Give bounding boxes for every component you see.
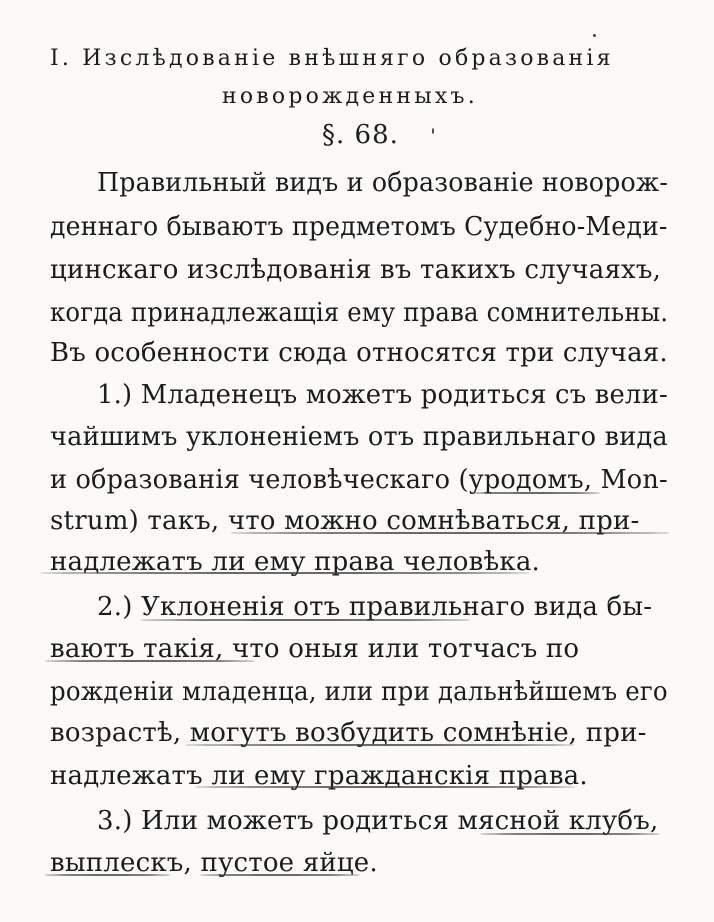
text-line-6: 1.) Младенецъ можетъ родиться съ вели- bbox=[97, 380, 668, 410]
underline-mark bbox=[230, 532, 670, 534]
underline-mark bbox=[200, 874, 360, 876]
underline-mark bbox=[195, 786, 575, 788]
text-line-17: выплескъ, пустое яйце. bbox=[50, 848, 378, 878]
text-line-3: цинскаго изслѣдованія въ такихъ случаяхъ, bbox=[50, 255, 662, 285]
text-line-7: чайшимъ уклоненіемъ отъ правильнаго вида bbox=[50, 422, 668, 452]
underline-mark bbox=[40, 572, 530, 574]
text-line-4: когда принадлежащія ему права сомнительны. bbox=[50, 298, 669, 328]
text-line-15: надлежатъ ли ему гражданскія права. bbox=[50, 761, 588, 791]
ink-speck bbox=[593, 34, 596, 37]
underline-mark bbox=[480, 833, 660, 835]
text-line-12: ваютъ такія, что оныя или тотчасъ по bbox=[50, 634, 580, 664]
ink-speck bbox=[432, 128, 434, 134]
text-line-11: 2.) Уклоненія отъ правильнаго вида бы- bbox=[97, 592, 653, 622]
text-line-8: и образованія человѣческаго (уродомъ, Mon- bbox=[50, 465, 668, 495]
chapter-heading-line-2: новорожденныхъ. bbox=[222, 84, 478, 109]
underline-mark bbox=[45, 874, 170, 876]
underline-mark bbox=[185, 744, 575, 746]
text-line-1: Правильный видъ и образованіе новорож- bbox=[97, 168, 669, 198]
section-number: §. 68. bbox=[322, 120, 399, 150]
chapter-heading-line-1: I. Изслѣдованіе внѣшняго образованія bbox=[50, 46, 614, 71]
underline-mark bbox=[140, 619, 470, 621]
text-line-9: strum) такъ, что можно сомнѣваться, при- bbox=[50, 506, 640, 536]
text-line-10: надлежатъ ли ему права человѣка. bbox=[50, 547, 540, 577]
text-line-2: деннаго бываютъ предметомъ Судебно-Меди- bbox=[50, 212, 668, 242]
underline-mark bbox=[470, 492, 600, 494]
underline-mark bbox=[45, 660, 255, 662]
text-line-14: возрастѣ, могутъ возбудить сомнѣніе, при- bbox=[50, 718, 647, 748]
text-line-16: 3.) Или можетъ родиться мясной клубъ, bbox=[97, 806, 659, 836]
text-line-13: рожденіи младенца, или при дальнѣйшемъ его bbox=[50, 677, 668, 707]
text-line-5: Въ особенности сюда относятся три случая. bbox=[50, 338, 668, 368]
